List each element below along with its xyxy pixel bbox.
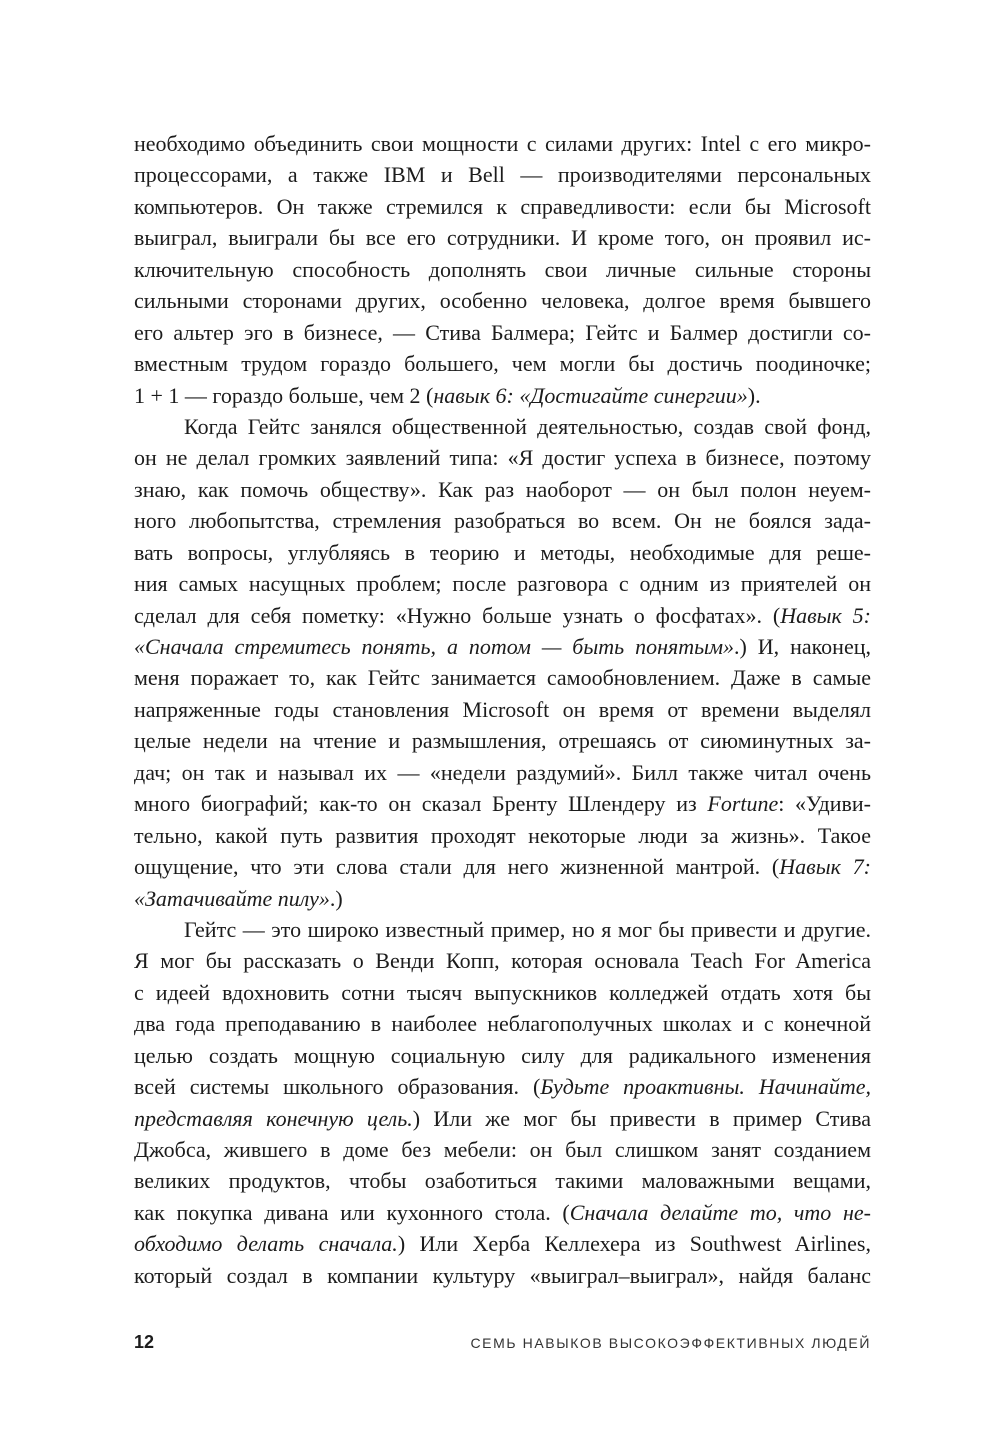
text-line: [134, 883, 871, 914]
page-number: 12: [134, 1332, 155, 1352]
text-segment: ощущение, что эти слова стали для него жизненной мантрой. (: [134, 854, 780, 880]
text-segment: Джобса, жившего в доме без мебели: он был слишком занят созданием: [134, 1137, 871, 1162]
text-line: [134, 254, 871, 285]
text-segment: компьютеров. Он также стремился к справедливости: если бы Microsoft: [134, 193, 871, 219]
text-segment: целые недели на чтение и размышления, отрешаясь от сиюминутных за-: [134, 728, 871, 754]
text-segment: тельно, какой путь развития проходят некоторые люди за жизнь». Такое: [134, 822, 871, 848]
text-segment: целью создать мощную социальную силу для радикального изменения: [134, 1042, 871, 1068]
text-segment: Когда Гейтс занялся общественной деятельностью, создав свой фонд,: [184, 413, 871, 439]
text-line: [134, 1040, 871, 1071]
text-line: [134, 631, 871, 662]
text-segment: его альтер эго в бизнесе, — Стива Балмера; Гейтс и Балмер достигли со-: [134, 319, 871, 345]
text-line: [134, 348, 871, 379]
text-segment: великих продуктов, чтобы озаботиться такими маловажными вещами,: [134, 1168, 871, 1194]
text-line: [134, 694, 871, 725]
text-line: [134, 1071, 871, 1102]
text-segment: необходимо объединить свои мощности с силами других: Intel с его микро-: [134, 131, 871, 156]
text-segment: ) Или Херба Келлехера из Southwest Airlines,: [397, 1231, 871, 1257]
italic-text: представляя конечную цель.: [134, 1105, 413, 1131]
text-segment: сильными сторонами других, особенно человека, долгое время бывшего: [134, 288, 871, 314]
text-line: [134, 851, 871, 882]
italic-text: «Затачивайте пилу»: [134, 885, 330, 911]
text-segment: который создал в компании культуру «выиграл–выиграл», найдя баланс: [134, 1262, 871, 1288]
text-segment: Гейтс — это широко известный пример, но я мог бы привести и другие.: [184, 916, 871, 942]
text-line: [134, 1134, 871, 1165]
running-title: СЕМЬ НАВЫКОВ ВЫСОКОЭФФЕКТИВНЫХ ЛЮДЕЙ: [470, 1335, 871, 1351]
italic-text: Fortune: [707, 791, 779, 817]
text-line: [134, 537, 871, 568]
text-segment: как покупка дивана или кухонного стола. (: [134, 1199, 570, 1225]
text-line: [134, 1165, 871, 1196]
text-segment: он не делал громких заявлений типа: «Я достиг успеха в бизнесе, поэтому: [134, 445, 871, 471]
italic-text: Будьте проактивны. Начинайте,: [540, 1074, 871, 1100]
text-line: [134, 820, 871, 851]
text-line: [134, 442, 871, 473]
italic-text: Навык 5:: [780, 602, 871, 628]
text-segment: напряженные годы становления Microsoft он время от времени выделял: [134, 696, 871, 722]
text-line: [134, 977, 871, 1008]
body-text: [134, 128, 871, 1291]
text-segment: 1 + 1 — гораздо больше, чем 2 (: [134, 382, 434, 408]
text-line: [134, 474, 871, 505]
text-segment: .): [329, 885, 343, 911]
text-segment: много биографий; как-то он сказал Бренту Шлендеру из: [134, 791, 708, 817]
text-line: [134, 380, 871, 411]
text-line: [134, 725, 871, 756]
text-segment: с идеей вдохновить сотни тысяч выпускников колледжей отдать хотя бы: [134, 979, 871, 1005]
text-segment: ного любопытства, стремления разобраться во всем. Он не боялся зада-: [134, 508, 871, 534]
italic-text: Навык 7:: [779, 854, 871, 880]
text-line: [134, 128, 871, 159]
italic-text: «Сначала стремитесь понять, а потом — быть понятым»: [134, 634, 735, 659]
text-line: [134, 757, 871, 788]
italic-text: Сначала делайте то, что не-: [569, 1199, 871, 1225]
text-segment: Я мог бы рассказать о Венди Копп, которая основала Teach For America: [134, 948, 871, 974]
text-segment: знаю, как помочь обществу». Как раз наоборот — он был полон неуем-: [134, 476, 871, 502]
text-line: [134, 914, 871, 945]
text-line: [134, 285, 871, 316]
text-segment: дач; он так и называл их — «недели раздумий». Билл также читал очень: [134, 759, 871, 785]
italic-text: обходимо делать сначала.: [134, 1231, 398, 1257]
page-footer: [134, 1332, 871, 1356]
italic-text: навык 6: «Достигайте синергии»: [433, 382, 748, 408]
text-segment: ключительную способность дополнять свои личные сильные стороны: [134, 256, 871, 282]
text-segment: ния самых насущных проблем; после разговора с одним из приятелей он: [134, 571, 871, 597]
text-line: [134, 222, 871, 253]
text-line: [134, 945, 871, 976]
text-segment: : «Удиви-: [778, 791, 872, 817]
text-segment: ) Или же мог бы привести в пример Стива: [412, 1105, 871, 1131]
text-segment: вать вопросы, углубляясь в теорию и методы, необходимые для реше-: [134, 539, 871, 565]
text-segment: процессорами, а также IBM и Bell — производителями персональных: [134, 162, 871, 188]
text-segment: ).: [747, 382, 761, 408]
text-segment: .) И, наконец,: [734, 634, 871, 659]
text-line: [134, 788, 871, 819]
text-segment: два года преподаванию в наиболее неблагополучных школах и с конечной: [134, 1011, 871, 1037]
text-line: [134, 1197, 871, 1228]
text-segment: всей системы школьного образования. (: [134, 1074, 541, 1100]
text-line: [134, 317, 871, 348]
text-line: [134, 1260, 871, 1291]
text-line: [134, 1228, 871, 1259]
text-segment: сделал для себя пометку: «Нужно больше узнать о фосфатах». (: [134, 602, 781, 628]
text-line: [134, 662, 871, 693]
text-line: [134, 1008, 871, 1039]
text-segment: меня поражает то, как Гейтс занимается самообновлением. Даже в самые: [134, 665, 871, 691]
text-line: [134, 1103, 871, 1134]
text-line: [134, 411, 871, 442]
text-line: [134, 600, 871, 631]
text-line: [134, 191, 871, 222]
text-line: [134, 568, 871, 599]
text-line: [134, 159, 871, 190]
text-segment: выиграл, выиграли бы все его сотрудники. И кроме того, он проявил ис-: [134, 225, 871, 251]
text-segment: вместным трудом гораздо большего, чем могли бы достичь поодиночке;: [134, 351, 871, 377]
text-line: [134, 505, 871, 536]
